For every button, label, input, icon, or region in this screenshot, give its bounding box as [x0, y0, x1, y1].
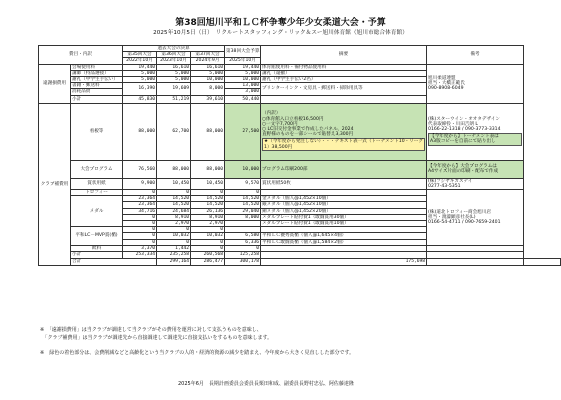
footnote-1b: 「クラブ補費用」は当クラブが調達先から直接調達して調達先に直接支払いをするものを意味します。	[40, 335, 273, 341]
cell-value: 10,032	[191, 233, 225, 239]
cell-value: 300,178	[225, 259, 261, 266]
cell-remark	[427, 190, 524, 246]
cell-value: 88,000	[123, 103, 157, 160]
cell-value: 14,520	[157, 196, 191, 202]
cell-value: 14,520	[191, 202, 225, 208]
row-label: 賞状用紙	[71, 178, 123, 189]
desc-line: ○ LC旧交付金事業で作成したパネル、2024	[262, 127, 354, 133]
cell-value: 0	[191, 227, 225, 233]
cell-value: 23,364	[123, 202, 157, 208]
cell-value: 76,560	[123, 160, 157, 178]
cell-desc: 銅メダル（個人@1,452×20個）	[261, 208, 427, 214]
remark-line: 旭川柔道連盟	[428, 75, 456, 81]
budget-table	[38, 45, 561, 266]
cell-value: 14,520	[157, 202, 191, 208]
table-row	[39, 103, 561, 160]
cell-value: 16,390	[123, 83, 157, 95]
remark-line: 090-8908-6049	[428, 86, 464, 92]
cell-value: 260,568	[191, 252, 225, 259]
cell-value: 14,520	[225, 202, 261, 208]
cell-desc: メダルプレート貼付費1（敢闘賞用30個）	[261, 214, 427, 220]
footnotes	[40, 326, 540, 357]
cell-value: 14,520	[191, 196, 225, 202]
cell-value: 3,370	[123, 245, 157, 251]
subtotal-label: 小計	[71, 95, 123, 103]
remark-line: A3版コピーを自前にて貼り出し	[430, 139, 496, 145]
cell-value: 253,334	[123, 252, 157, 259]
cell-desc: 賞状用紙50枚	[261, 178, 427, 189]
cell-desc: 体育館使用料・備付物品使用料	[261, 64, 427, 70]
col-date-c36: 2023年10月	[157, 58, 191, 64]
cell-value: 50,440	[225, 95, 261, 103]
cell-desc: プリンターインク・文房具・郵送料・掃除用具等	[261, 83, 427, 95]
remark-line: 0166-22-1318 / 090-3773-3314	[428, 127, 501, 133]
cell-value: 286,477	[191, 259, 225, 266]
col-header-summary: 摘要	[261, 46, 427, 65]
cell-value: 8,910	[157, 214, 191, 220]
cell-value: 23,364	[123, 196, 157, 202]
cell-desc: プログラム印刷200部	[261, 160, 427, 178]
cell-desc: 銀メダル（個人@1,452×10個）	[261, 202, 427, 208]
remark-line: 【今年度から】大会プログラムは	[428, 163, 497, 169]
cell-desc: 講礼（遠撒）	[261, 70, 427, 76]
desc-line: ○一文字7,700円	[262, 121, 298, 127]
col-date-c35: 2022年10月	[123, 58, 157, 64]
cell-value: 0	[191, 245, 225, 251]
cell-value: 34,716	[123, 208, 157, 214]
footnote-2: ※ 緑色の着色部分は、会費削減などと高齢化という当クラブの人的・経済的資源の減少を踏まえ、今年度から大きく見直しした部分です。	[40, 350, 355, 356]
cell-value: 5,000	[225, 70, 261, 76]
cell-value: 10,000	[191, 77, 225, 83]
cell-value: 19,440	[225, 64, 261, 70]
cell-desc	[261, 95, 427, 103]
cell-value: 0	[123, 233, 157, 239]
cell-value: 45,830	[123, 95, 157, 103]
cell-value: 0	[123, 214, 157, 220]
cell-value: 2,970	[191, 221, 225, 227]
col-header-c35: 第35回大会	[123, 52, 157, 58]
desc-line: ○体育館入口立看板16,500円	[262, 116, 324, 122]
col-header-c36: 第36回大会	[157, 52, 191, 58]
row-label: 消耗品費	[71, 89, 123, 95]
cell-value: 0	[191, 239, 225, 245]
row-label: 講師（特品選接）	[71, 70, 123, 76]
cell-value: 0	[123, 239, 157, 245]
row-label: 謝礼（中学生手伝い）	[71, 77, 123, 83]
cell-value: 10,450	[191, 178, 225, 189]
cell-value: 5,000	[157, 70, 191, 76]
page-title: 第38回旭川平和ＬＣ杯争奪少年少女柔道大会・予算	[175, 18, 386, 28]
page-subtitle: 2025年10月5日（日） リクルートスタッフィング・リック＆スー旭川体育館（旭川市総合体育館）	[153, 30, 408, 36]
cell-desc: 金メダル（個人@1,452×10個）	[261, 196, 427, 202]
row-label: 平和LC－MVP賞(楯)	[71, 227, 123, 246]
cell-remark	[427, 160, 524, 178]
cell-value: 19,440	[123, 64, 157, 70]
cell-value: 0	[157, 190, 191, 196]
cell-value: 62,700	[157, 103, 191, 160]
total-label: 合計	[71, 259, 157, 266]
cell-value: 6,336	[225, 239, 261, 245]
cell-value: 88,000	[157, 160, 191, 178]
remark-line: (株)フジヤキカステイ	[428, 178, 473, 184]
cell-value: 5,000	[123, 77, 157, 83]
row-label: 看板等	[71, 103, 123, 160]
cell-value: 299,164	[157, 259, 191, 266]
cell-value: 8,910	[191, 214, 225, 220]
cell-value: 1,442	[157, 245, 191, 251]
cell-value: 6,580	[225, 233, 261, 239]
cell-value: 0	[225, 190, 261, 196]
cell-value: 5,000	[157, 77, 191, 83]
cell-value: 5,000	[191, 70, 225, 76]
row-label: 大会プログラム	[71, 160, 123, 178]
cell-value: 0	[191, 190, 225, 196]
col-header-c38: 第38回大会予算	[225, 46, 261, 58]
cell-desc	[427, 259, 524, 266]
cell-value: 16,610	[191, 64, 225, 70]
cell-desc	[261, 252, 427, 259]
cell-value: 29,040	[225, 208, 261, 214]
cell-value: 10,000	[225, 77, 261, 83]
remark-line: A4サイズ片面の印刷・配布で作成	[428, 169, 499, 175]
cell-remark	[427, 252, 524, 259]
cell-value: 175,698	[261, 259, 427, 266]
cell-remark	[524, 259, 561, 266]
row-label: 飲料	[71, 245, 123, 251]
cell-desc: メダルプレート貼付費1（敢闘賞用10個）	[261, 221, 427, 227]
remark-highlight	[428, 133, 522, 145]
cell-value: 88,000	[191, 160, 225, 178]
cell-desc: 謝礼（中学生手伝い2名）	[261, 77, 427, 83]
cell-value: 0	[225, 245, 261, 251]
cell-value: 235,258	[157, 252, 191, 259]
cell-value: 16,610	[157, 64, 191, 70]
col-date-c37: 2024年9月	[191, 58, 225, 64]
cell-value: 14,520	[225, 196, 261, 202]
cell-value: 19,609	[157, 83, 191, 95]
cell-value: 2,970	[157, 221, 191, 227]
cell-value: 3,000	[225, 89, 261, 95]
cell-value: 26,136	[191, 208, 225, 214]
row-label: メダル	[71, 196, 123, 227]
cell-value: 27,500	[225, 103, 261, 160]
col-header-remarks: 備考	[427, 46, 524, 65]
cell-value: 51,219	[157, 95, 191, 103]
subtotal-label: 小計	[71, 252, 123, 259]
cell-desc: 平和ＬＣ敢闘賞楯（個人@1,584×2個）	[261, 239, 427, 245]
cell-value: 8,000	[191, 83, 225, 95]
cell-value: 5,000	[123, 70, 157, 76]
cell-desc: 平和ＬＣ優秀賞楯（個人@1,645×4個）	[261, 233, 427, 239]
cell-value: 88,000	[191, 103, 225, 160]
table-row-total	[39, 259, 561, 266]
cell-value: 0	[157, 227, 191, 233]
remark-line: 【今年度から】トーナメント表は	[430, 134, 499, 140]
col-date-c38: 2025年10月	[225, 58, 261, 64]
desc-highlight: ★（今年度から発注しない）・・・テキスト表一式（トーナメント10・リーグ1）38,500円	[264, 139, 424, 150]
cell-desc	[261, 103, 427, 160]
col-header-c37: 第37回大会	[191, 52, 225, 58]
row-label: 書籍・郵送料	[71, 83, 123, 89]
desc-line: （内訳）	[262, 111, 281, 117]
cell-value: 0	[123, 190, 157, 196]
section-label-b: クラブ補費用	[39, 103, 71, 265]
remark-line: (株)スターウイン・オオタデザイン	[428, 116, 500, 122]
cell-value: 10,032	[157, 233, 191, 239]
remark-line: 担当・大橋正範氏	[428, 81, 465, 87]
table-row	[39, 178, 561, 189]
remark-line: 担当・渡濠顕彦社長(L)	[428, 214, 476, 220]
cell-value: 8,000	[225, 214, 261, 220]
cell-value: 13,000	[225, 83, 261, 89]
cell-value: 24,684	[157, 208, 191, 214]
table-row-subtotal	[39, 252, 561, 259]
row-label: トロフィー	[71, 190, 123, 196]
cell-value: 125,258	[225, 252, 261, 259]
cell-value: 10,000	[225, 160, 261, 178]
remark-line: 代表取締役・川田吉朗 L	[428, 121, 478, 127]
table-row	[39, 160, 561, 178]
remark-line: 0277-43-5351	[428, 183, 461, 189]
cell-value: 0	[123, 227, 157, 233]
cell-value: 0	[123, 221, 157, 227]
section-label-a: 遠謝損費用	[39, 64, 71, 103]
signature-line: 2025年6月 長期計画委員会委員長栗田和成、副委員長野村忠弘、阿佐藤達隆	[178, 381, 354, 387]
remark-line: 0166-54-4711 / 090-7659-2401	[428, 220, 501, 226]
cell-remark	[427, 103, 524, 160]
cell-value: 9,570	[225, 178, 261, 189]
desc-line: 直野様のものを一部シールで貼替え3,300円	[262, 132, 354, 138]
cell-value: 39,610	[191, 95, 225, 103]
col-header-past: 過去大会の決算	[123, 46, 225, 52]
cell-remark	[427, 178, 524, 189]
header-row-1	[39, 46, 561, 52]
remarks-top	[427, 64, 524, 103]
cell-value: 0	[157, 239, 191, 245]
row-label: 会場使用料	[71, 64, 123, 70]
cell-value: 9,900	[123, 178, 157, 189]
remark-line: (株)道北トロフィー商会旭川店	[428, 209, 491, 215]
footnote-1a: ※ 「遠謝損費用」は当クラブが調達して当クラブがその費用を運営に対して支払うものを意味し、	[40, 327, 262, 333]
cell-value: 10,450	[157, 178, 191, 189]
col-header-item: 費目・内訳	[39, 46, 123, 65]
